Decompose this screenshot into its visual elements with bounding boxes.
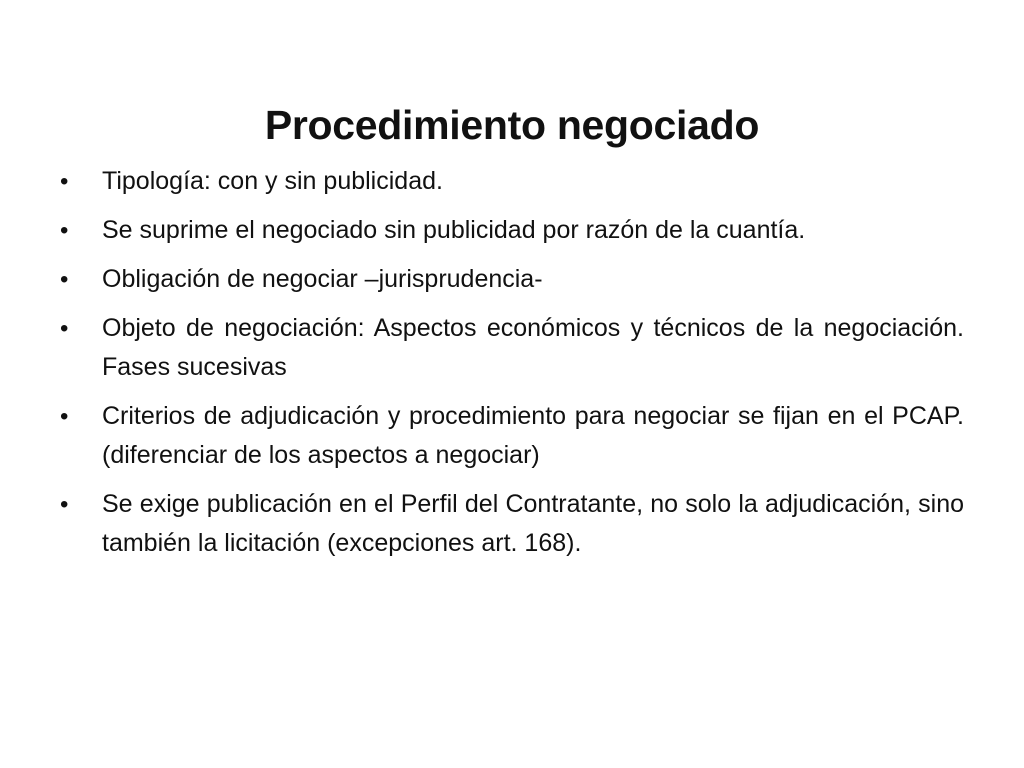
bullet-text: Objeto de negociación: Aspectos económicos y técnicos de la negociación. Fases sucesivas xyxy=(102,314,964,381)
bullet-icon: • xyxy=(60,315,69,342)
bullet-icon: • xyxy=(60,168,69,195)
bullet-text: Obligación de negociar –jurisprudencia- xyxy=(102,265,543,293)
bullet-list xyxy=(60,162,964,573)
bullet-text: Se exige publicación en el Perfil del Contratante, no solo la adjudicación, sino también la licitación (excepciones art. 168). xyxy=(102,490,964,557)
bullet-item-6 xyxy=(60,485,964,563)
bullet-item-2 xyxy=(60,211,964,250)
bullet-text: Se suprime el negociado sin publicidad por razón de la cuantía. xyxy=(102,216,806,244)
bullet-item-1 xyxy=(60,162,964,201)
slide-title: Procedimiento negociado xyxy=(264,102,760,149)
bullet-item-4 xyxy=(60,309,964,387)
bullet-item-5 xyxy=(60,397,964,475)
bullet-icon: • xyxy=(60,403,69,430)
bullet-icon: • xyxy=(60,217,69,244)
bullet-icon: • xyxy=(60,266,69,293)
bullet-icon: • xyxy=(60,491,69,518)
bullet-text: Tipología: con y sin publicidad. xyxy=(102,167,443,195)
bullet-item-3 xyxy=(60,260,964,299)
bullet-text: Criterios de adjudicación y procedimiento para negociar se fijan en el PCAP. (diferenciar de los aspectos a negociar) xyxy=(102,402,964,469)
